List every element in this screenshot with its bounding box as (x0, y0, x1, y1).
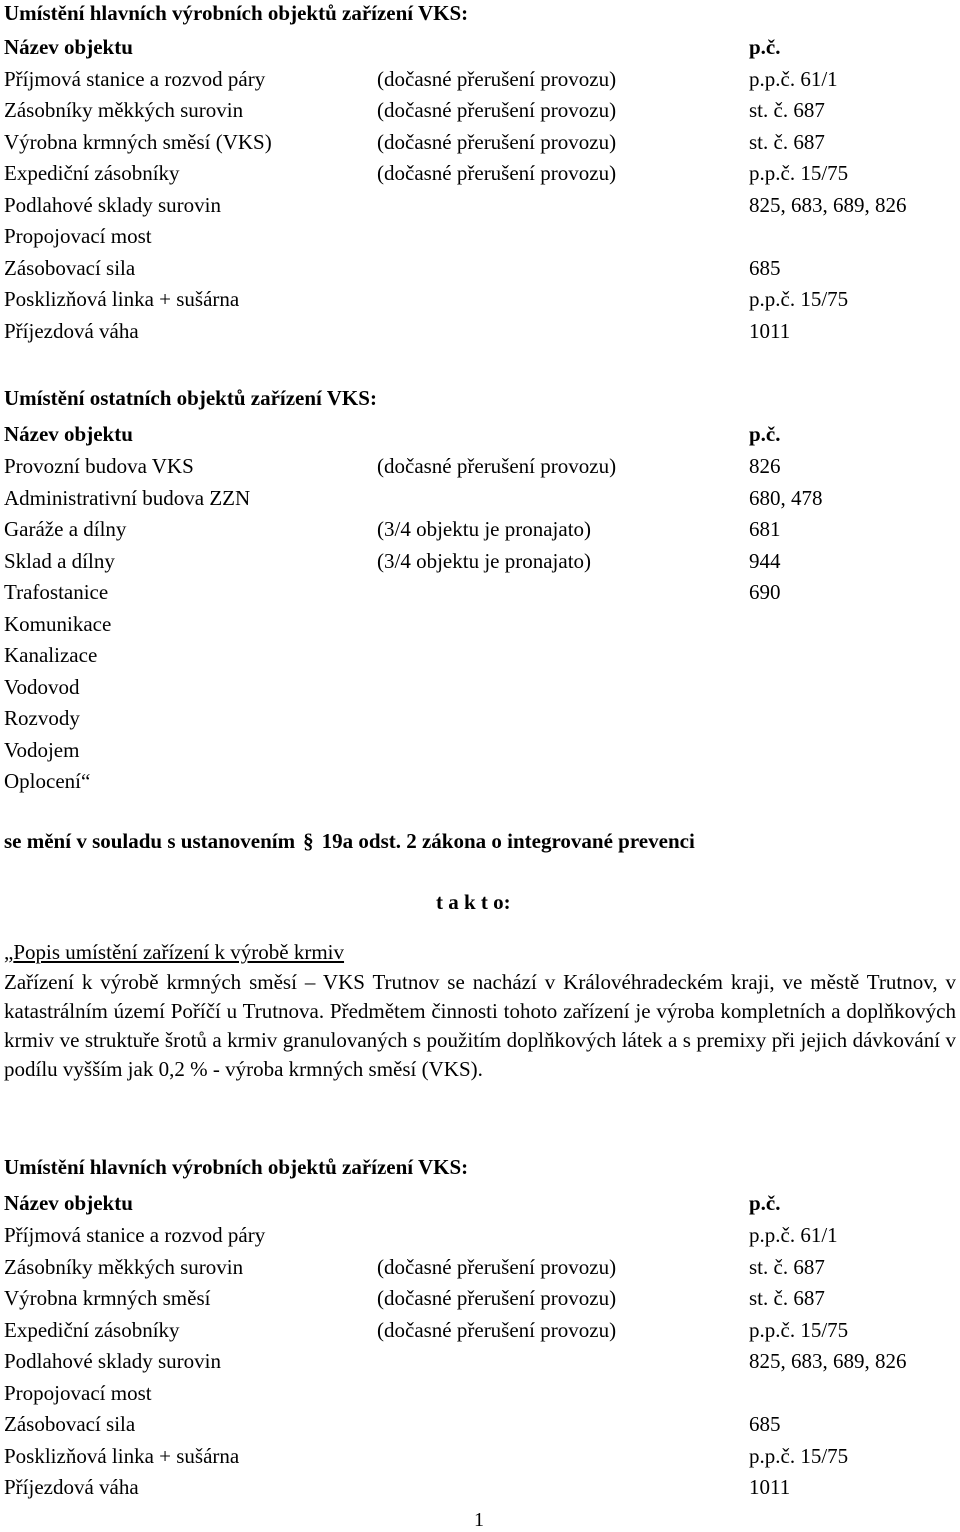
row-parcel-number: 825, 683, 689, 826 (749, 1349, 907, 1373)
row-object-name: Podlahové sklady surovin (4, 192, 221, 217)
row-parcel-number: 1011 (749, 1475, 791, 1499)
row-parcel-number: st. č. 687 (749, 1254, 825, 1279)
row-parcel-number: st. č. 687 (749, 1286, 825, 1310)
row-object-name: Propojovací most (4, 224, 152, 248)
opening-quote: „ (4, 940, 14, 964)
row-parcel-number: 681 (749, 517, 781, 541)
table-row (4, 1252, 954, 1284)
table-row (4, 1283, 954, 1315)
row-object-name: Příjezdová váha (4, 318, 139, 343)
row-object-name: Sklad a dílny (4, 548, 115, 573)
table-row (4, 766, 954, 798)
section3-header-pc: p.č. (749, 1191, 781, 1215)
row-object-name: Výrobna krmných směsí (VKS) (4, 129, 272, 154)
table-row (4, 1346, 954, 1378)
row-object-name: Zásobovací sila (4, 255, 136, 280)
row-note: (dočasné přerušení provozu) (377, 161, 617, 185)
row-note: (dočasné přerušení provozu) (377, 1254, 617, 1279)
description-heading: Popis umístění zařízení k výrobě krmiv (13, 940, 345, 964)
table-row (4, 1378, 954, 1410)
table-row (4, 1472, 954, 1504)
row-object-name: Komunikace (4, 611, 112, 636)
table-row (4, 735, 954, 767)
table-row (4, 158, 954, 190)
row-parcel-number: 826 (749, 454, 781, 478)
row-object-name: Propojovací most (4, 1380, 152, 1405)
description-heading-line (4, 937, 344, 969)
row-object-name: Zásobníky měkkých surovin (4, 1254, 244, 1279)
row-note: (dočasné přerušení provozu) (377, 454, 617, 478)
section1-header-name: Název objektu (4, 35, 133, 59)
row-object-name: Administrativní budova ZZN (4, 485, 251, 510)
row-object-name: Rozvody (4, 706, 80, 730)
page-number: 1 (474, 1509, 484, 1531)
table-row (4, 451, 954, 483)
row-object-name: Zásobníky měkkých surovin (4, 98, 244, 122)
section3-header (4, 1188, 954, 1220)
table-row (4, 127, 954, 159)
section2-title: Umístění ostatních objektů zařízení VKS: (4, 386, 377, 410)
row-object-name: Kanalizace (4, 643, 98, 667)
row-parcel-number: p.p.č. 15/75 (749, 161, 849, 185)
section-symbol: § (303, 829, 314, 853)
table-row (4, 483, 954, 515)
row-object-name: Příjmová stanice a rozvod páry (4, 66, 266, 91)
row-note: (dočasné přerušení provozu) (377, 1317, 617, 1342)
table-row (4, 1441, 954, 1473)
row-parcel-number: p.p.č. 15/75 (749, 287, 849, 311)
table-row (4, 640, 954, 672)
table-row (4, 95, 954, 127)
amendment-line (4, 826, 695, 858)
row-object-name: Trafostanice (4, 580, 109, 604)
section2-header-pc: p.č. (749, 422, 781, 446)
row-parcel-number: p.p.č. 61/1 (749, 1223, 838, 1247)
section3-header-name: Název objektu (4, 1191, 133, 1215)
table-row (4, 190, 954, 222)
section2-header-name: Název objektu (4, 422, 133, 446)
table-row (4, 1409, 954, 1441)
section1-header-pc: p.č. (749, 35, 781, 59)
table-row (4, 546, 954, 578)
table-row (4, 284, 954, 316)
row-parcel-number: st. č. 687 (749, 129, 825, 154)
table-row (4, 64, 954, 96)
row-object-name: Vodovod (4, 674, 80, 699)
row-parcel-number: p.p.č. 15/75 (749, 1443, 849, 1468)
table-row (4, 253, 954, 285)
section1-header (4, 32, 954, 64)
row-parcel-number: 685 (749, 1412, 781, 1436)
table-row (4, 577, 954, 609)
table-row (4, 514, 954, 546)
section3-title: Umístění hlavních výrobních objektů zařízení VKS: (4, 1155, 469, 1179)
description-paragraph: Zařízení k výrobě krmných směsí – VKS Trutnov se nachází v Královéhradeckém kraji, ve městě Trutnov, v katastrálním území Poříčí u Trutnova. Předmětem činnosti tohoto zařízení je výroba kompletních a doplňkových krmiv ve struktuře šrotů a krmiv granulovaných s použitím doplňkových látek a s premixy při jejich dávkování v podílu vyšším jak 0,2 % - výroba krmných směsí (VKS). (4, 970, 956, 1081)
table-row (4, 609, 954, 641)
row-object-name: Expediční zásobníky (4, 1317, 180, 1342)
amendment-before: se mění v souladu s ustanovením (4, 829, 296, 853)
row-object-name: Zásobovací sila (4, 1412, 136, 1436)
table-row (4, 221, 954, 253)
row-parcel-number: p.p.č. 61/1 (749, 66, 838, 91)
row-parcel-number: st. č. 687 (749, 98, 825, 122)
row-object-name: Příjmová stanice a rozvod páry (4, 1223, 266, 1247)
takto-heading: t a k t o: (436, 890, 511, 914)
table-row (4, 316, 954, 348)
row-note: (dočasné přerušení provozu) (377, 66, 617, 91)
row-object-name: Oplocení“ (4, 769, 91, 793)
table-row (4, 703, 954, 735)
row-object-name: Podlahové sklady surovin (4, 1349, 221, 1373)
amendment-after: 19a odst. 2 zákona o integrované prevenci (321, 829, 695, 853)
row-object-name: Vodojem (4, 737, 80, 762)
table-row (4, 672, 954, 704)
row-note: (3/4 objektu je pronajato) (377, 548, 592, 573)
row-object-name: Posklizňová linka + sušárna (4, 287, 240, 311)
table-row (4, 1315, 954, 1347)
row-object-name: Garáže a dílny (4, 517, 127, 541)
row-note: (dočasné přerušení provozu) (377, 129, 617, 154)
section1-title: Umístění hlavních výrobních objektů zařízení VKS: (4, 1, 469, 25)
row-parcel-number: 944 (749, 548, 781, 573)
row-parcel-number: 1011 (749, 318, 791, 343)
row-note: (3/4 objektu je pronajato) (377, 517, 592, 541)
row-parcel-number: 825, 683, 689, 826 (749, 192, 907, 217)
row-parcel-number: p.p.č. 15/75 (749, 1317, 849, 1342)
row-object-name: Provozní budova VKS (4, 454, 194, 478)
row-object-name: Posklizňová linka + sušárna (4, 1443, 240, 1468)
row-note: (dočasné přerušení provozu) (377, 98, 617, 122)
row-parcel-number: 680, 478 (749, 485, 823, 510)
row-parcel-number: 685 (749, 255, 781, 280)
row-object-name: Expediční zásobníky (4, 161, 180, 185)
row-note: (dočasné přerušení provozu) (377, 1286, 617, 1310)
row-parcel-number: 690 (749, 580, 781, 604)
row-object-name: Výrobna krmných směsí (4, 1286, 211, 1310)
row-object-name: Příjezdová váha (4, 1475, 139, 1499)
section2-header (4, 419, 954, 451)
table-row (4, 1220, 954, 1252)
